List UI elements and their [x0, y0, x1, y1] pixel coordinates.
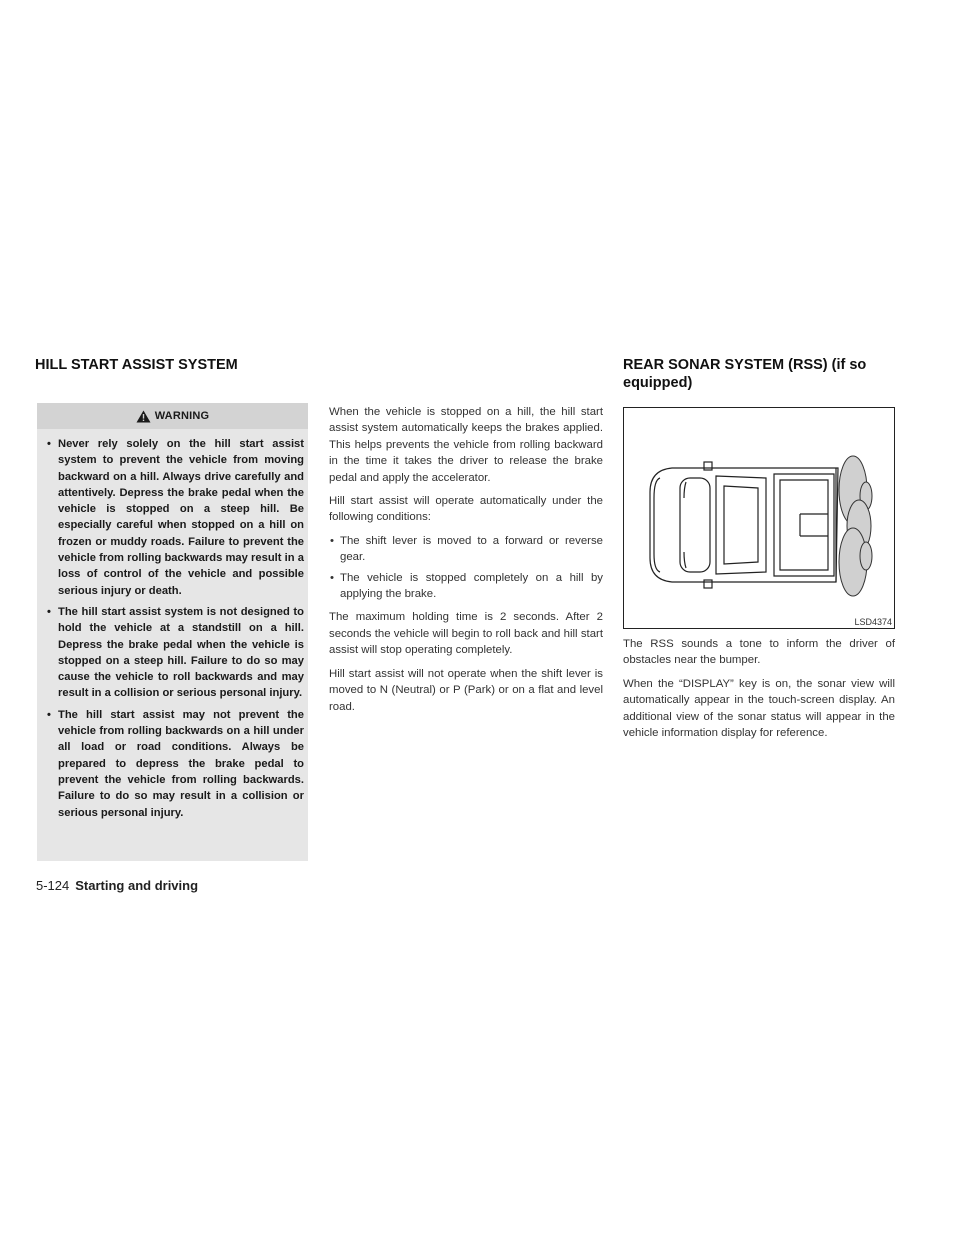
warning-item: • The hill start assist may not prevent the vehicle from rolling backwards on a hill under all load or road conditions. Always be prepared to depress the brake pedal to prevent the vehicle from rolling backwards. Failure to do so may result in a collision or serious personal injury. [47, 708, 304, 819]
page-number: 5-124 [36, 878, 70, 893]
list-item: • The shift lever is moved to a forward or reverse gear. [330, 534, 603, 564]
paragraph: The RSS sounds a tone to inform the driver of obstacles near the bumper. [623, 638, 895, 667]
paragraph: Hill start assist will not operate when the shift lever is moved to N (Neutral) or P (Park) or on a flat and level road. [329, 667, 603, 713]
page-footer [36, 878, 198, 893]
warning-list [37, 429, 308, 821]
section-name: Starting and driving [75, 878, 199, 893]
paragraph: When the vehicle is stopped on a hill, the hill start assist system automatically keeps the brakes applied. This helps prevents the vehicle from rolling backward in the time it takes the driver to release the brake pedal and apply the accelerator. [329, 406, 603, 484]
hill-start-body [329, 404, 603, 722]
paragraph: When the “DISPLAY” key is on, the sonar view will automatically appear in the touch-screen display. An additional view of the sonar status will appear in the vehicle information display for reference. [623, 677, 895, 740]
section-heading-hill-start: HILL START ASSIST SYSTEM [35, 357, 238, 373]
rss-body [623, 636, 895, 748]
rss-figure [623, 407, 895, 629]
figure-code: LSD4374 [854, 617, 892, 627]
list-item: • The vehicle is stopped completely on a hill by applying the brake. [330, 571, 603, 601]
conditions-list [329, 533, 603, 603]
section-heading-rss: REAR SONAR SYSTEM (RSS) (if so equipped) [623, 357, 867, 391]
warning-item: • The hill start assist system is not designed to hold the vehicle at a standstill on a hill. Depress the brake pedal when the vehicle is stopped on a steep hill. Failure to do so may cause the vehicle to roll backwards and may result in a collision or serious personal injury. [47, 605, 304, 700]
warning-header [37, 403, 308, 429]
warning-box [37, 403, 308, 861]
paragraph: Hill start assist will operate automatically under the following conditions: [329, 495, 603, 524]
warning-title: WARNING [154, 410, 210, 422]
truck-sonar-illustration [624, 408, 894, 628]
paragraph: The maximum holding time is 2 seconds. After 2 seconds the vehicle will begin to roll back and hill start assist will stop operating completely. [329, 611, 603, 657]
warning-item: • Never rely solely on the hill start assist system to prevent the vehicle from moving backward on a hill. Always drive carefully and attentively. Depress the brake pedal when the vehicle is stopped on a steep hill. Be especially careful when stopped on a hill on frozen or muddy roads. Failure to prevent the vehicle from rolling backwards may result in a loss of control of the vehicle and possible serious injury or death. [47, 438, 304, 597]
warning-triangle-icon [136, 410, 151, 423]
